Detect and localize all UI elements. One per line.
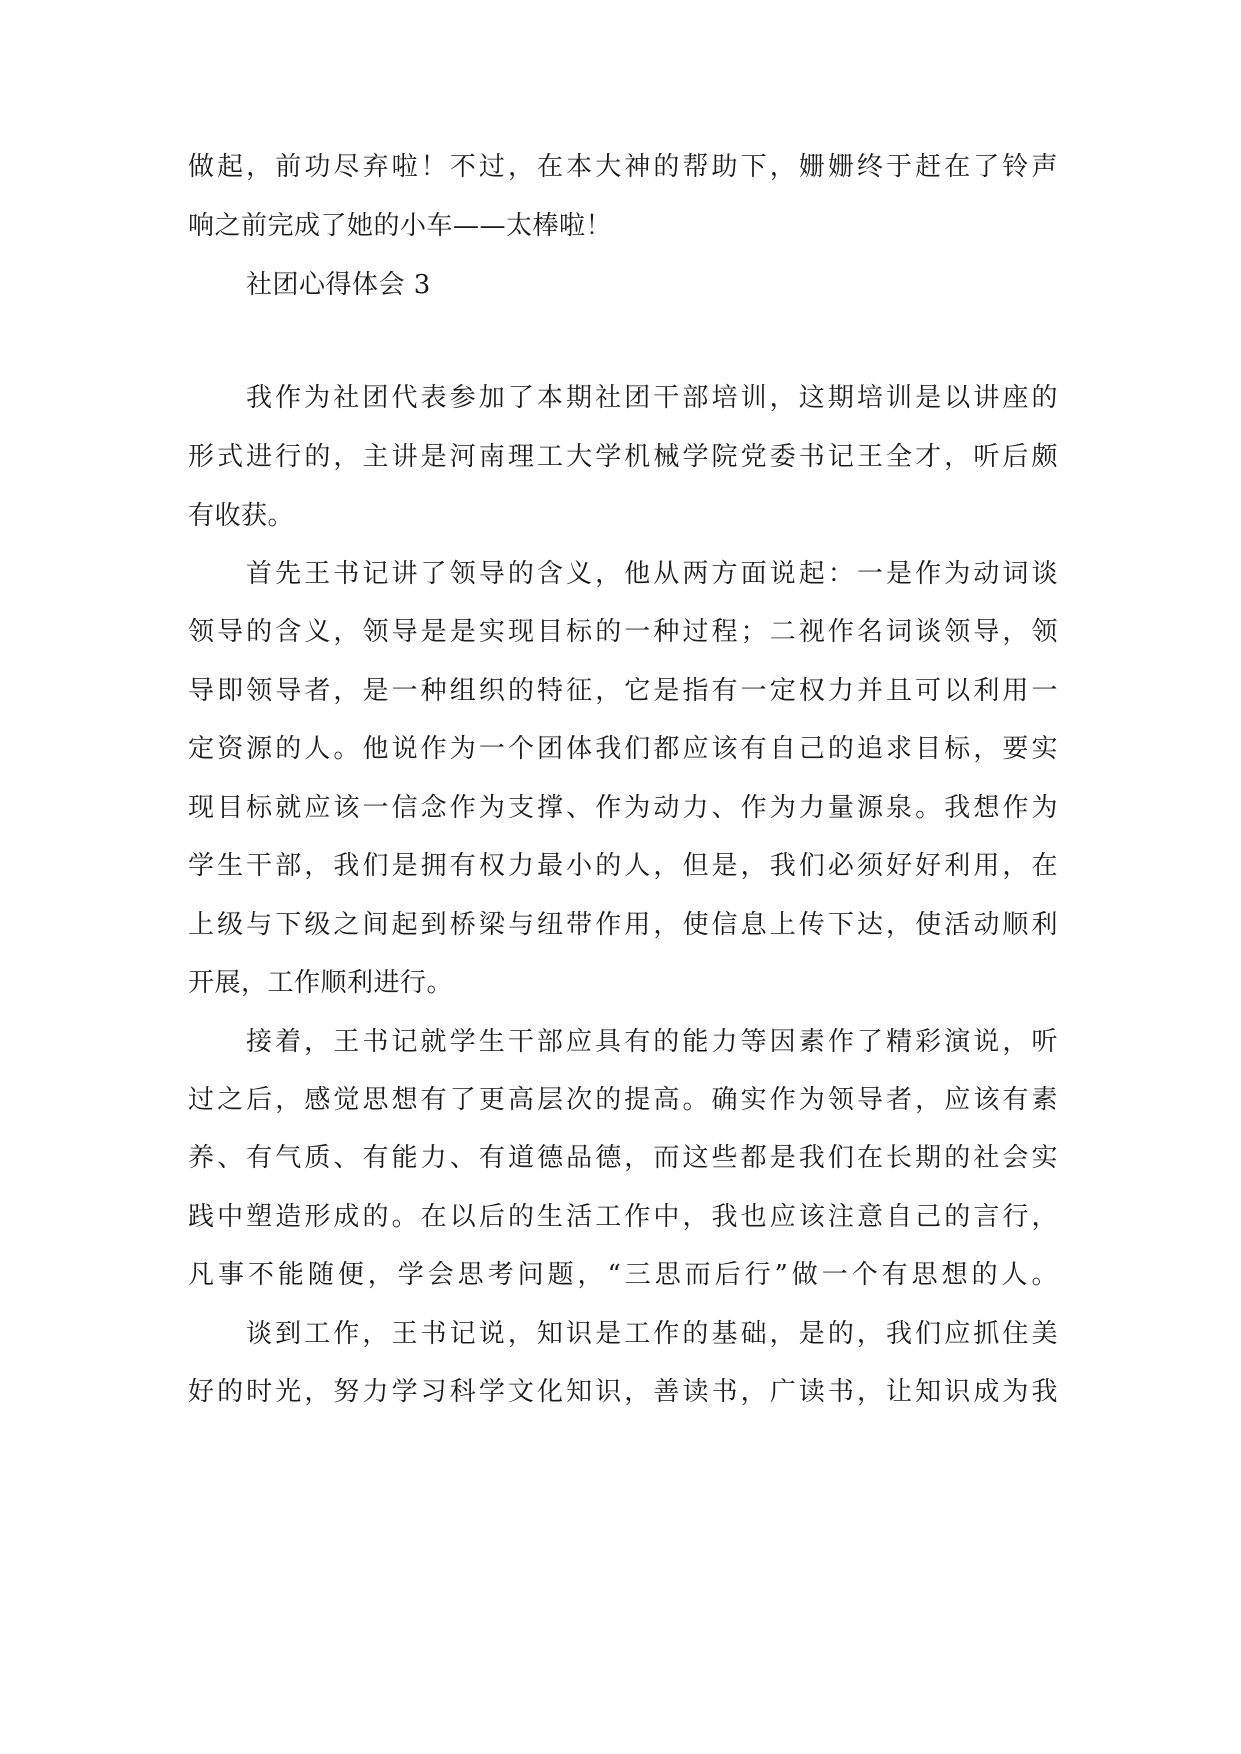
- body-text-line: 开展，工作顺利进行。: [188, 968, 454, 998]
- body-text-line: 形式进行的，主讲是河南理工大学机械学院党委书记王全才，听后颇: [188, 442, 1058, 472]
- section-heading: 社团心得体会 3: [246, 270, 431, 300]
- body-text-line: 响之前完成了她的小车——太棒啦！: [188, 211, 613, 241]
- body-text-line: 学生干部，我们是拥有权力最小的人，但是，我们必须好好利用，在: [188, 851, 1058, 881]
- body-text-line: 上级与下级之间起到桥梁与纽带作用，使信息上传下达，使活动顺利: [188, 910, 1058, 940]
- body-text-line: 谈到工作，王书记说，知识是工作的基础，是的，我们应抓住美: [246, 1319, 1058, 1349]
- body-text-line: 有收获。: [188, 501, 295, 531]
- body-text-line: 接着，王书记就学生干部应具有的能力等因素作了精彩演说，听: [246, 1027, 1058, 1057]
- body-text-line: 过之后，感觉思想有了更高层次的提高。确实作为领导者，应该有素: [188, 1085, 1058, 1115]
- body-text-line: 领导的含义，领导是是实现目标的一种过程；二视作名词谈领导，领: [188, 617, 1058, 647]
- body-text-line: 践中塑造形成的。在以后的生活工作中，我也应该注意自己的言行，: [188, 1202, 1058, 1232]
- body-text-line: 首先王书记讲了领导的含义，他从两方面说起：一是作为动词谈: [246, 559, 1058, 589]
- body-text-line: 养、有气质、有能力、有道德品德，而这些都是我们在长期的社会实: [188, 1143, 1058, 1173]
- body-text-line: 现目标就应该一信念作为支撑、作为动力、作为力量源泉。我想作为: [188, 793, 1058, 823]
- body-text-line: 定资源的人。他说作为一个团体我们都应该有自己的追求目标，要实: [188, 734, 1058, 764]
- body-text-line: 导即领导者，是一种组织的特征，它是指有一定权力并且可以利用一: [188, 676, 1058, 706]
- body-text-line: 凡事不能随便，学会思考问题，“三思而后行”做一个有思想的人。: [188, 1260, 1058, 1290]
- body-text-line: 好的时光，努力学习科学文化知识，善读书，广读书，让知识成为我: [188, 1377, 1058, 1407]
- body-text-line: 我作为社团代表参加了本期社团干部培训，这期培训是以讲座的: [246, 383, 1058, 413]
- body-text-line: 做起，前功尽弃啦！不过，在本大神的帮助下，姗姗终于赶在了铃声: [188, 152, 1058, 182]
